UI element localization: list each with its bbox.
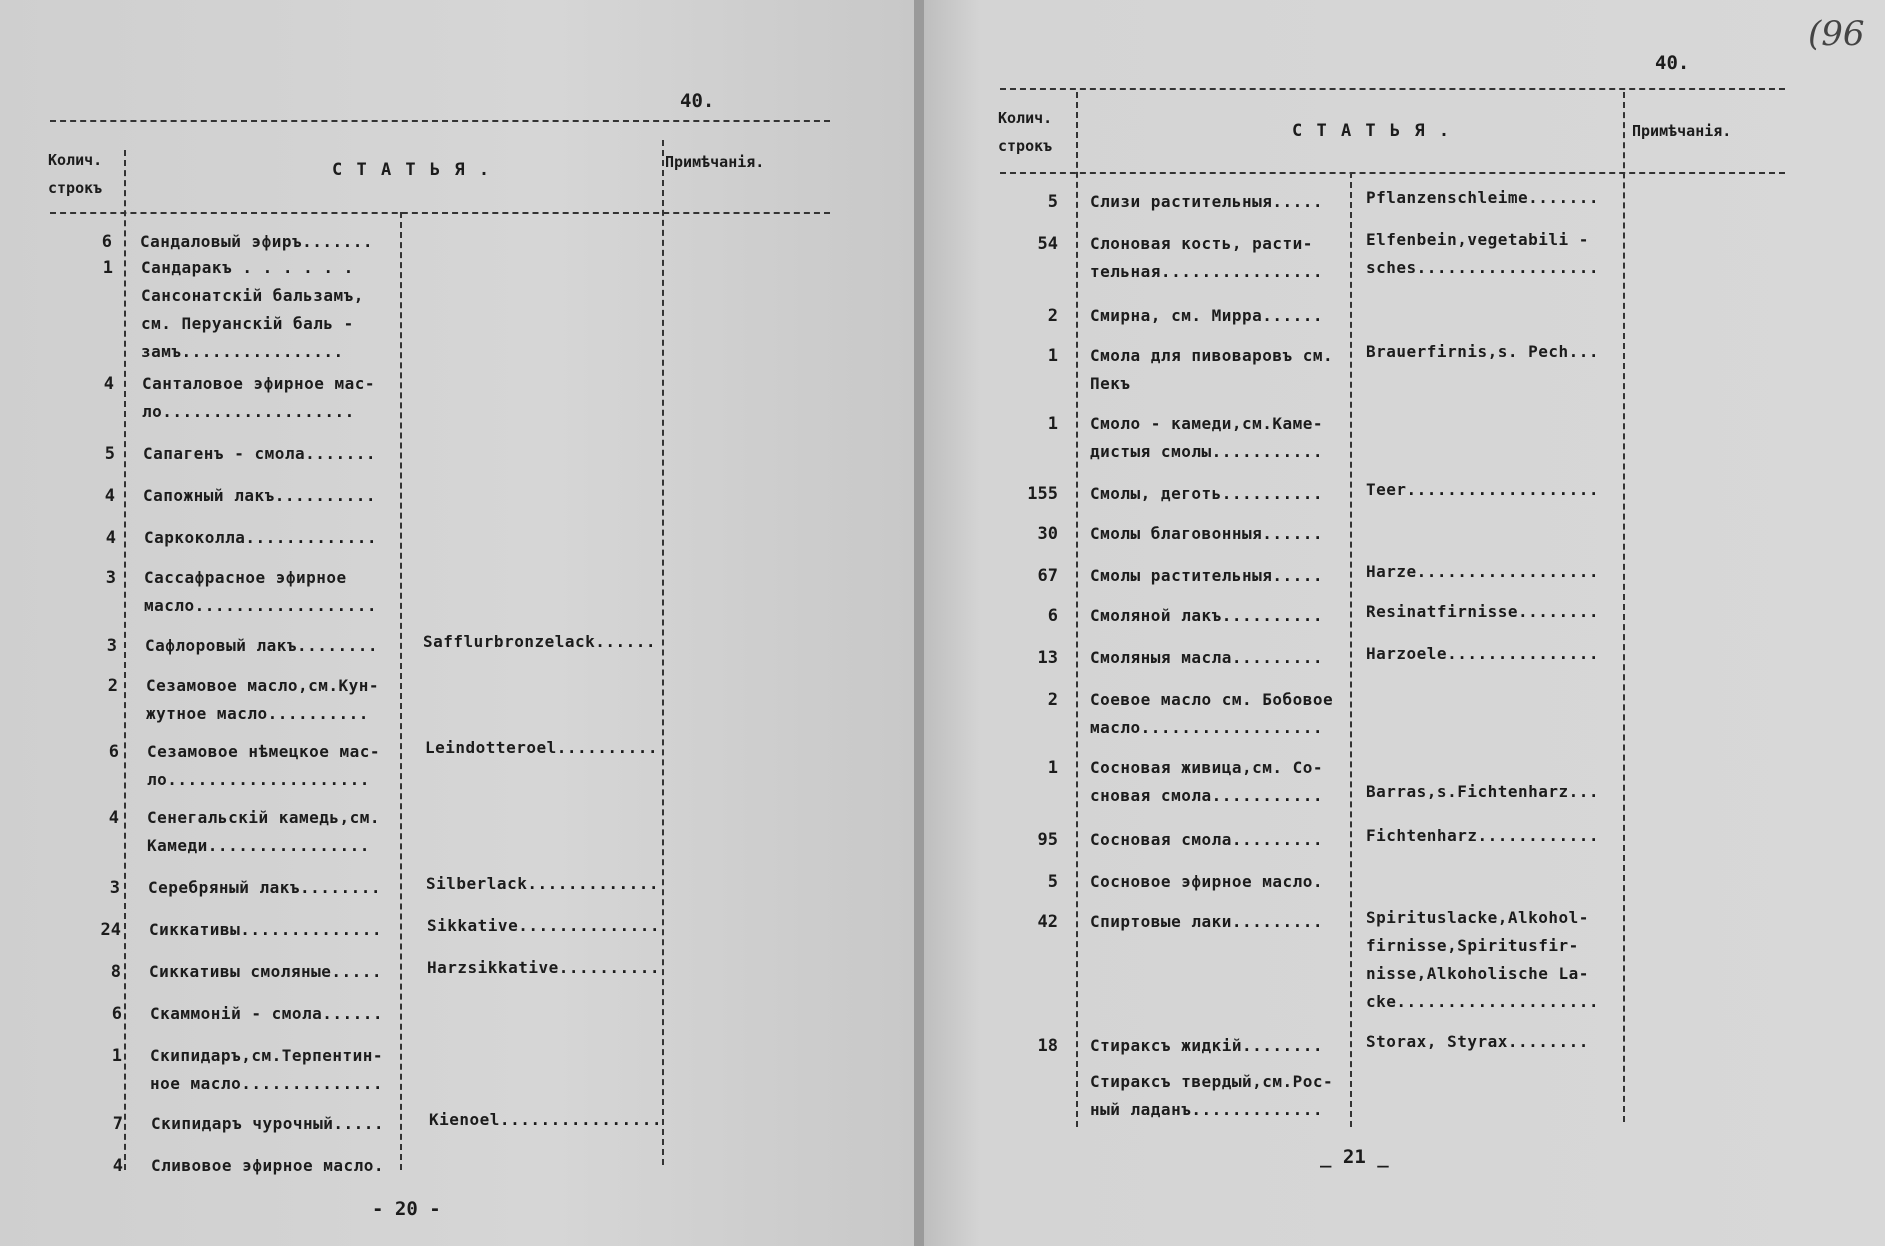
row-count: 6 — [111, 1004, 122, 1024]
row-article-ru: Сассафрасное эфирное — [144, 568, 347, 587]
row-article-ru: ный ладанъ............. — [1090, 1100, 1324, 1119]
right-header-notes: Примѣчанія. — [1632, 122, 1732, 140]
row-article-ru: Сенегальскій камедь,см. — [147, 808, 381, 827]
row-article-de: firnisse,Spiritusfir- — [1366, 936, 1579, 955]
row-article-de: Barras,s.Fichtenharz... — [1366, 782, 1600, 801]
right-header-article: С Т А Т Ь Я . — [1292, 121, 1452, 141]
row-article-ru: Сандаракъ . . . . . . — [141, 258, 354, 277]
row-count: 3 — [106, 636, 117, 656]
row-article-de: Spirituslacke,Alkohol- — [1366, 908, 1589, 927]
row-article-ru: см. Перуанскій баль - — [141, 314, 354, 333]
row-article-ru: Санталовое эфирное мас- — [142, 374, 376, 393]
row-article-ru: Смола для пивоваровъ см. — [1090, 346, 1334, 365]
book-gutter — [914, 0, 924, 1246]
row-article-ru: жутное масло.......... — [146, 704, 369, 723]
left-top-number: 40. — [680, 90, 715, 112]
row-count: 24 — [100, 920, 121, 940]
row-article-ru: Спиртовые лаки......... — [1090, 912, 1324, 931]
row-article-de: Leindotteroel.......... — [425, 738, 659, 757]
left-header-top-rule — [50, 120, 830, 122]
row-article-de: Harzoele............... — [1366, 644, 1600, 663]
row-article-ru: Сапагенъ - смола....... — [143, 444, 377, 463]
row-count: 4 — [108, 808, 119, 828]
left-header-count: Колич. строкъ — [48, 151, 103, 197]
row-article-de: Safflurbronzelack...... — [423, 632, 657, 651]
right-col-rule-3 — [1623, 92, 1625, 1122]
row-article-ru: сновая смола........... — [1090, 786, 1324, 805]
left-col-rule-3 — [662, 140, 664, 1165]
row-article-ru: дистыя смолы........... — [1090, 442, 1324, 461]
row-article-ru: Сандаловый эфиръ....... — [140, 232, 374, 251]
row-article-ru: ло................... — [142, 402, 355, 421]
row-count: 155 — [1027, 484, 1058, 504]
left-header-bottom-rule — [50, 212, 830, 214]
row-article-de: Storax, Styrax........ — [1366, 1032, 1589, 1051]
row-count: 1 — [1047, 346, 1058, 366]
row-article-ru: Смоляныя масла......... — [1090, 648, 1324, 667]
row-article-ru: Слизи растительныя..... — [1090, 192, 1324, 211]
row-article-de: Brauerfirnis,s. Pech... — [1366, 342, 1600, 361]
row-count: 1 — [1047, 758, 1058, 778]
row-article-ru: Скаммоній - смола...... — [150, 1004, 384, 1023]
left-header-article: С Т А Т Ь Я . — [332, 160, 492, 180]
row-count: 8 — [110, 962, 121, 982]
row-article-ru: Смолы растительныя..... — [1090, 566, 1324, 585]
row-article-ru: Сливовое эфирное масло. — [151, 1156, 385, 1175]
right-header-count: Колич. строкъ — [998, 109, 1053, 155]
left-footer-page-number: - 20 - — [372, 1198, 441, 1220]
row-article-ru: Сосновая живица,см. Со- — [1090, 758, 1324, 777]
row-article-ru: замъ................ — [141, 342, 344, 361]
row-count: 5 — [104, 444, 115, 464]
row-count: 4 — [105, 528, 116, 548]
row-article-de: Harzsikkative.......... — [427, 958, 661, 977]
row-article-de: nisse,Alkoholische La- — [1366, 964, 1589, 983]
row-count: 30 — [1037, 524, 1058, 544]
row-article-ru: Серебряный лакъ........ — [148, 878, 382, 897]
right-top-number: 40. — [1655, 52, 1690, 74]
right-col-rule-1 — [1076, 92, 1078, 1127]
row-count: 67 — [1037, 566, 1058, 586]
row-article-ru: масло.................. — [1090, 718, 1324, 737]
row-article-de: Harze.................. — [1366, 562, 1600, 581]
row-article-ru: Сезамовое масло,см.Кун- — [146, 676, 380, 695]
left-col-rule-1 — [124, 150, 126, 1170]
row-article-de: Teer................... — [1366, 480, 1600, 499]
row-count: 2 — [107, 676, 118, 696]
row-count: 6 — [108, 742, 119, 762]
left-col-rule-2 — [400, 212, 402, 1170]
row-count: 6 — [101, 232, 112, 252]
row-count: 13 — [1037, 648, 1058, 668]
right-page — [922, 0, 1885, 1246]
left-page — [0, 0, 918, 1246]
row-article-ru: ное масло.............. — [150, 1074, 384, 1093]
row-count: 4 — [104, 486, 115, 506]
row-count: 95 — [1037, 830, 1058, 850]
row-article-ru: Сансонатскій бальзамъ, — [141, 286, 364, 305]
row-article-de: Resinatfirnisse........ — [1366, 602, 1600, 621]
row-count: 5 — [1047, 192, 1058, 212]
row-article-ru: Сапожный лакъ.......... — [143, 486, 377, 505]
row-count: 2 — [1047, 690, 1058, 710]
row-article-ru: Соевое масло см. Бобовое — [1090, 690, 1334, 709]
row-count: 3 — [105, 568, 116, 588]
row-article-ru: Стираксъ жидкій........ — [1090, 1036, 1324, 1055]
row-article-ru: Саркоколла............. — [144, 528, 378, 547]
row-article-ru: Сиккативы смоляные..... — [149, 962, 383, 981]
right-col-rule-2 — [1350, 172, 1352, 1127]
row-count: 1 — [111, 1046, 122, 1066]
row-article-ru: тельная................ — [1090, 262, 1324, 281]
row-article-de: Pflanzenschleime....... — [1366, 188, 1600, 207]
row-article-ru: Сосновая смола......... — [1090, 830, 1324, 849]
left-header-notes: Примѣчанія. — [665, 153, 765, 171]
row-article-ru: Скипидаръ чурочный..... — [151, 1114, 385, 1133]
row-article-ru: Камеди................ — [147, 836, 370, 855]
row-count: 42 — [1037, 912, 1058, 932]
row-article-ru: Смирна, см. Мирра...... — [1090, 306, 1324, 325]
row-article-de: sches.................. — [1366, 258, 1600, 277]
row-article-ru: Пекъ — [1090, 374, 1131, 393]
row-count: 4 — [103, 374, 114, 394]
row-article-ru: Сиккативы.............. — [149, 920, 383, 939]
row-article-de: Kienoel................ — [429, 1110, 663, 1129]
row-article-ru: Слоновая кость, расти- — [1090, 234, 1313, 253]
right-footer-page-number: _ 21 _ — [1320, 1146, 1389, 1168]
row-article-ru: Смолы благовонныя...... — [1090, 524, 1324, 543]
row-count: 1 — [102, 258, 113, 278]
row-count: 1 — [1047, 414, 1058, 434]
row-article-de: Fichtenharz............ — [1366, 826, 1600, 845]
row-article-de: cke.................... — [1366, 992, 1600, 1011]
row-article-ru: масло.................. — [144, 596, 378, 615]
right-header-top-rule — [1000, 88, 1785, 90]
row-count: 6 — [1047, 606, 1058, 626]
row-article-ru: Стираксъ твердый,см.Рос- — [1090, 1072, 1334, 1091]
row-article-ru: Смоляной лакъ.......... — [1090, 606, 1324, 625]
row-article-de: Sikkative.............. — [427, 916, 661, 935]
row-count: 2 — [1047, 306, 1058, 326]
row-count: 18 — [1037, 1036, 1058, 1056]
row-count: 3 — [109, 878, 120, 898]
row-article-ru: Сосновое эфирное масло. — [1090, 872, 1324, 891]
row-count: 54 — [1037, 234, 1058, 254]
row-count: 4 — [112, 1156, 123, 1176]
row-article-ru: Смоло - камеди,см.Каме- — [1090, 414, 1324, 433]
row-article-ru: Смолы, деготь.......... — [1090, 484, 1324, 503]
row-article-de: Silberlack............. — [426, 874, 660, 893]
row-count: 5 — [1047, 872, 1058, 892]
right-header-bottom-rule — [1000, 172, 1785, 174]
row-article-ru: ло.................... — [147, 770, 370, 789]
row-article-ru: Сафлоровый лакъ........ — [145, 636, 379, 655]
row-article-de: Elfenbein,vegetabili - — [1366, 230, 1589, 249]
row-article-ru: Сезамовое нѣмецкое мас- — [147, 742, 381, 761]
handwritten-annotation: (96 — [1808, 14, 1865, 54]
row-count: 7 — [112, 1114, 123, 1134]
row-article-ru: Скипидаръ,см.Терпентин- — [150, 1046, 384, 1065]
